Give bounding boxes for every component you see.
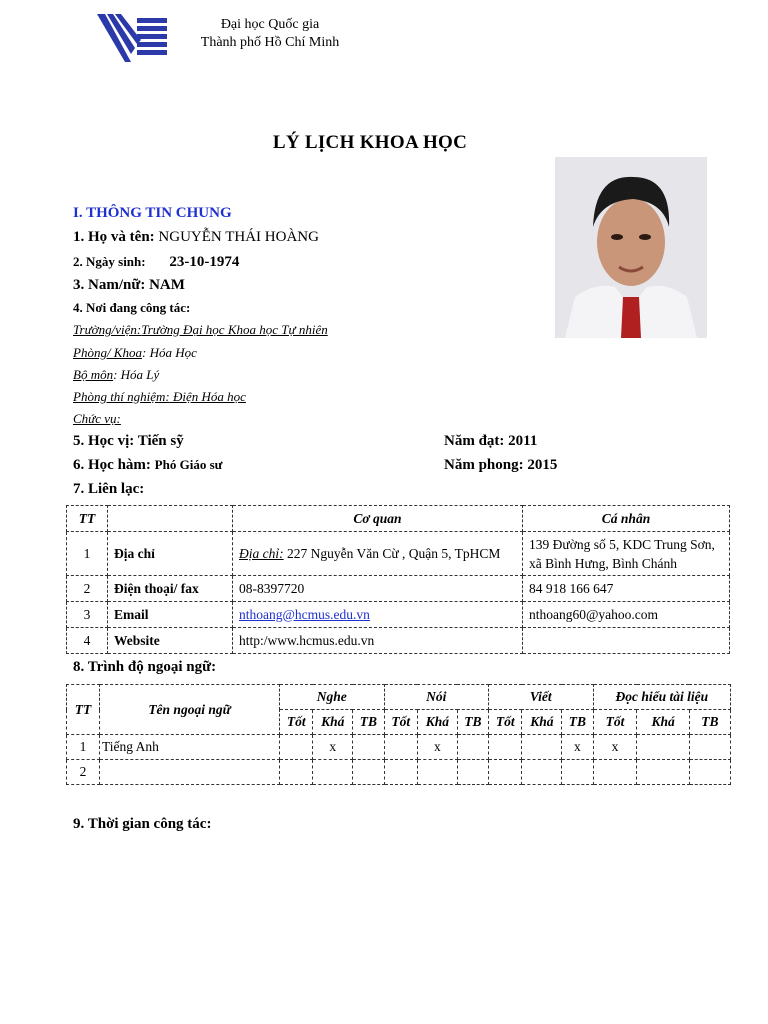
- workplace-label: 4. Nơi đang công tác:: [73, 300, 191, 315]
- gender-value: NAM: [149, 277, 185, 293]
- contact-office-cell: [233, 602, 523, 628]
- contact-header-row: [67, 506, 730, 532]
- contact-label-cell: Điện thoại/ fax: [108, 576, 233, 602]
- office-address: 227 Nguyễn Văn Cừ , Quận 5, TpHCM: [283, 545, 501, 561]
- contact-th-tt: TT: [67, 506, 108, 532]
- table-row: [67, 532, 730, 576]
- school-row: [73, 322, 328, 338]
- table-row: [67, 576, 730, 602]
- worktime-label: 9. Thời gian công tác:: [73, 816, 212, 832]
- lang-cell: [689, 760, 730, 785]
- lang-th-level: Tốt: [384, 710, 417, 735]
- lang-cell: [489, 760, 522, 785]
- contact-personal-cell: nthoang60@yahoo.com: [523, 602, 730, 628]
- lang-th-level: Khá: [313, 710, 353, 735]
- lang-th-level: Khá: [522, 710, 562, 735]
- university-line2: Thành phố Hồ Chí Minh: [200, 35, 340, 50]
- lang-cell: [689, 735, 730, 760]
- lang-th-level: Tốt: [489, 710, 522, 735]
- lang-cell: [417, 760, 457, 785]
- lang-cell: [637, 760, 689, 785]
- rank-label: 6. Học hàm:: [73, 457, 151, 473]
- language-table: [66, 684, 731, 785]
- lang-name: [100, 760, 280, 785]
- lang-cell: x: [562, 735, 593, 760]
- lang-cell: [384, 760, 417, 785]
- school-value: Trường Đại học Khoa học Tự nhiên: [141, 322, 328, 337]
- contact-office-cell: http:/www.hcmus.edu.vn: [233, 628, 523, 654]
- lang-cell: [489, 735, 522, 760]
- lang-cell: x: [313, 735, 353, 760]
- degree-year: Năm đạt: 2011: [444, 433, 538, 449]
- lang-cell: x: [417, 735, 457, 760]
- school-label: Trường/viện:: [73, 322, 142, 337]
- rank-row: [73, 457, 222, 474]
- gender-row: [73, 277, 185, 294]
- degree-label: 5. Học vị: Tiến sỹ: [73, 433, 184, 449]
- lang-cell: [522, 760, 562, 785]
- portrait-photo: [555, 157, 707, 338]
- contact-th-blank: [108, 506, 233, 532]
- table-row: [67, 602, 730, 628]
- university-logo-icon: [97, 14, 169, 62]
- lang-cell: x: [593, 735, 637, 760]
- lang-cell: [313, 760, 353, 785]
- lang-cell: [522, 735, 562, 760]
- lang-cell: [353, 735, 384, 760]
- contact-personal-cell: 139 Đường số 5, KDC Trung Sơn, xã Bình Hưng, Bình Chánh: [523, 532, 730, 576]
- contact-personal-cell: [523, 628, 730, 654]
- contact-tt: 2: [67, 576, 108, 602]
- contact-label-cell: Email: [108, 602, 233, 628]
- lang-th-level: Khá: [417, 710, 457, 735]
- position-label: Chức vụ:: [73, 411, 121, 426]
- lang-th-level: TB: [562, 710, 593, 735]
- lang-th-group: Đọc hiểu tài liệu: [593, 685, 730, 710]
- dob-value: 23-10-1974: [169, 254, 240, 270]
- university-name: [180, 16, 360, 52]
- name-label: 1. Họ và tên:: [73, 229, 155, 245]
- dept-label: Phòng/ Khoa: [73, 345, 142, 360]
- lang-th-group: Nói: [384, 685, 489, 710]
- contact-personal-cell: 84 918 166 647: [523, 576, 730, 602]
- lang-cell: [637, 735, 689, 760]
- lang-cell: [280, 735, 313, 760]
- contact-label: 7. Liên lạc:: [73, 481, 145, 497]
- table-row: [67, 760, 731, 785]
- lang-cell: [457, 735, 488, 760]
- lang-th-level: TB: [457, 710, 488, 735]
- lang-th-level: Khá: [637, 710, 689, 735]
- table-row: [67, 628, 730, 654]
- lang-cell: [280, 760, 313, 785]
- lab-value: Điện Hóa học: [169, 389, 246, 404]
- lang-cell: [384, 735, 417, 760]
- name-value: NGUYỄN THÁI HOÀNG: [158, 229, 319, 245]
- rank-year: Năm phong: 2015: [444, 457, 558, 473]
- lang-tt: 1: [67, 735, 100, 760]
- table-row: [67, 735, 731, 760]
- language-label: 8. Trình độ ngoại ngữ:: [73, 659, 217, 675]
- rank-value: Phó Giáo sư: [154, 457, 223, 472]
- email-link[interactable]: nthoang@hcmus.edu.vn: [239, 606, 370, 622]
- dob-row: [73, 254, 239, 271]
- lang-tt: 2: [67, 760, 100, 785]
- university-line1: Đại học Quốc gia: [220, 17, 320, 32]
- contact-label-cell: Địa chỉ: [108, 532, 233, 576]
- contact-office-cell: [233, 532, 523, 576]
- lang-th-name: Tên ngoại ngữ: [100, 685, 280, 735]
- lang-th-group: Nghe: [280, 685, 385, 710]
- dept-row: [73, 345, 197, 361]
- language-header-row: [67, 685, 731, 710]
- lab-row: [73, 389, 246, 405]
- page-title: LÝ LỊCH KHOA HỌC: [272, 132, 468, 153]
- lang-th-level: TB: [689, 710, 730, 735]
- section-general-info: I. THÔNG TIN CHUNG: [73, 205, 232, 221]
- contact-table: [66, 505, 730, 654]
- contact-th-office: Cơ quan: [233, 506, 523, 532]
- contact-office-cell: 08-8397720: [233, 576, 523, 602]
- contact-label-cell: Website: [108, 628, 233, 654]
- contact-th-personal: Cá nhân: [523, 506, 730, 532]
- lang-th-level: Tốt: [280, 710, 313, 735]
- lang-th-level: TB: [353, 710, 384, 735]
- dob-label: 2. Ngày sinh:: [73, 254, 146, 269]
- name-row: [73, 229, 319, 246]
- lang-cell: [457, 760, 488, 785]
- contact-tt: 4: [67, 628, 108, 654]
- lang-th-group: Viết: [489, 685, 594, 710]
- contact-tt: 3: [67, 602, 108, 628]
- contact-tt: 1: [67, 532, 108, 576]
- lang-th-level: Tốt: [593, 710, 637, 735]
- subdept-value: : Hóa Lý: [113, 367, 160, 382]
- lang-th-tt: TT: [67, 685, 100, 735]
- lang-cell: [353, 760, 384, 785]
- subdept-row: [73, 367, 159, 383]
- lab-label: Phòng thí nghiệm:: [73, 389, 170, 404]
- subdept-label: Bộ môn: [73, 367, 114, 382]
- lang-name: Tiếng Anh: [100, 735, 280, 760]
- gender-label: 3. Nam/nữ:: [73, 277, 146, 293]
- lang-cell: [593, 760, 637, 785]
- address-prefix: Địa chỉ:: [239, 545, 284, 561]
- dept-value: : Hóa Học: [141, 345, 197, 360]
- lang-cell: [562, 760, 593, 785]
